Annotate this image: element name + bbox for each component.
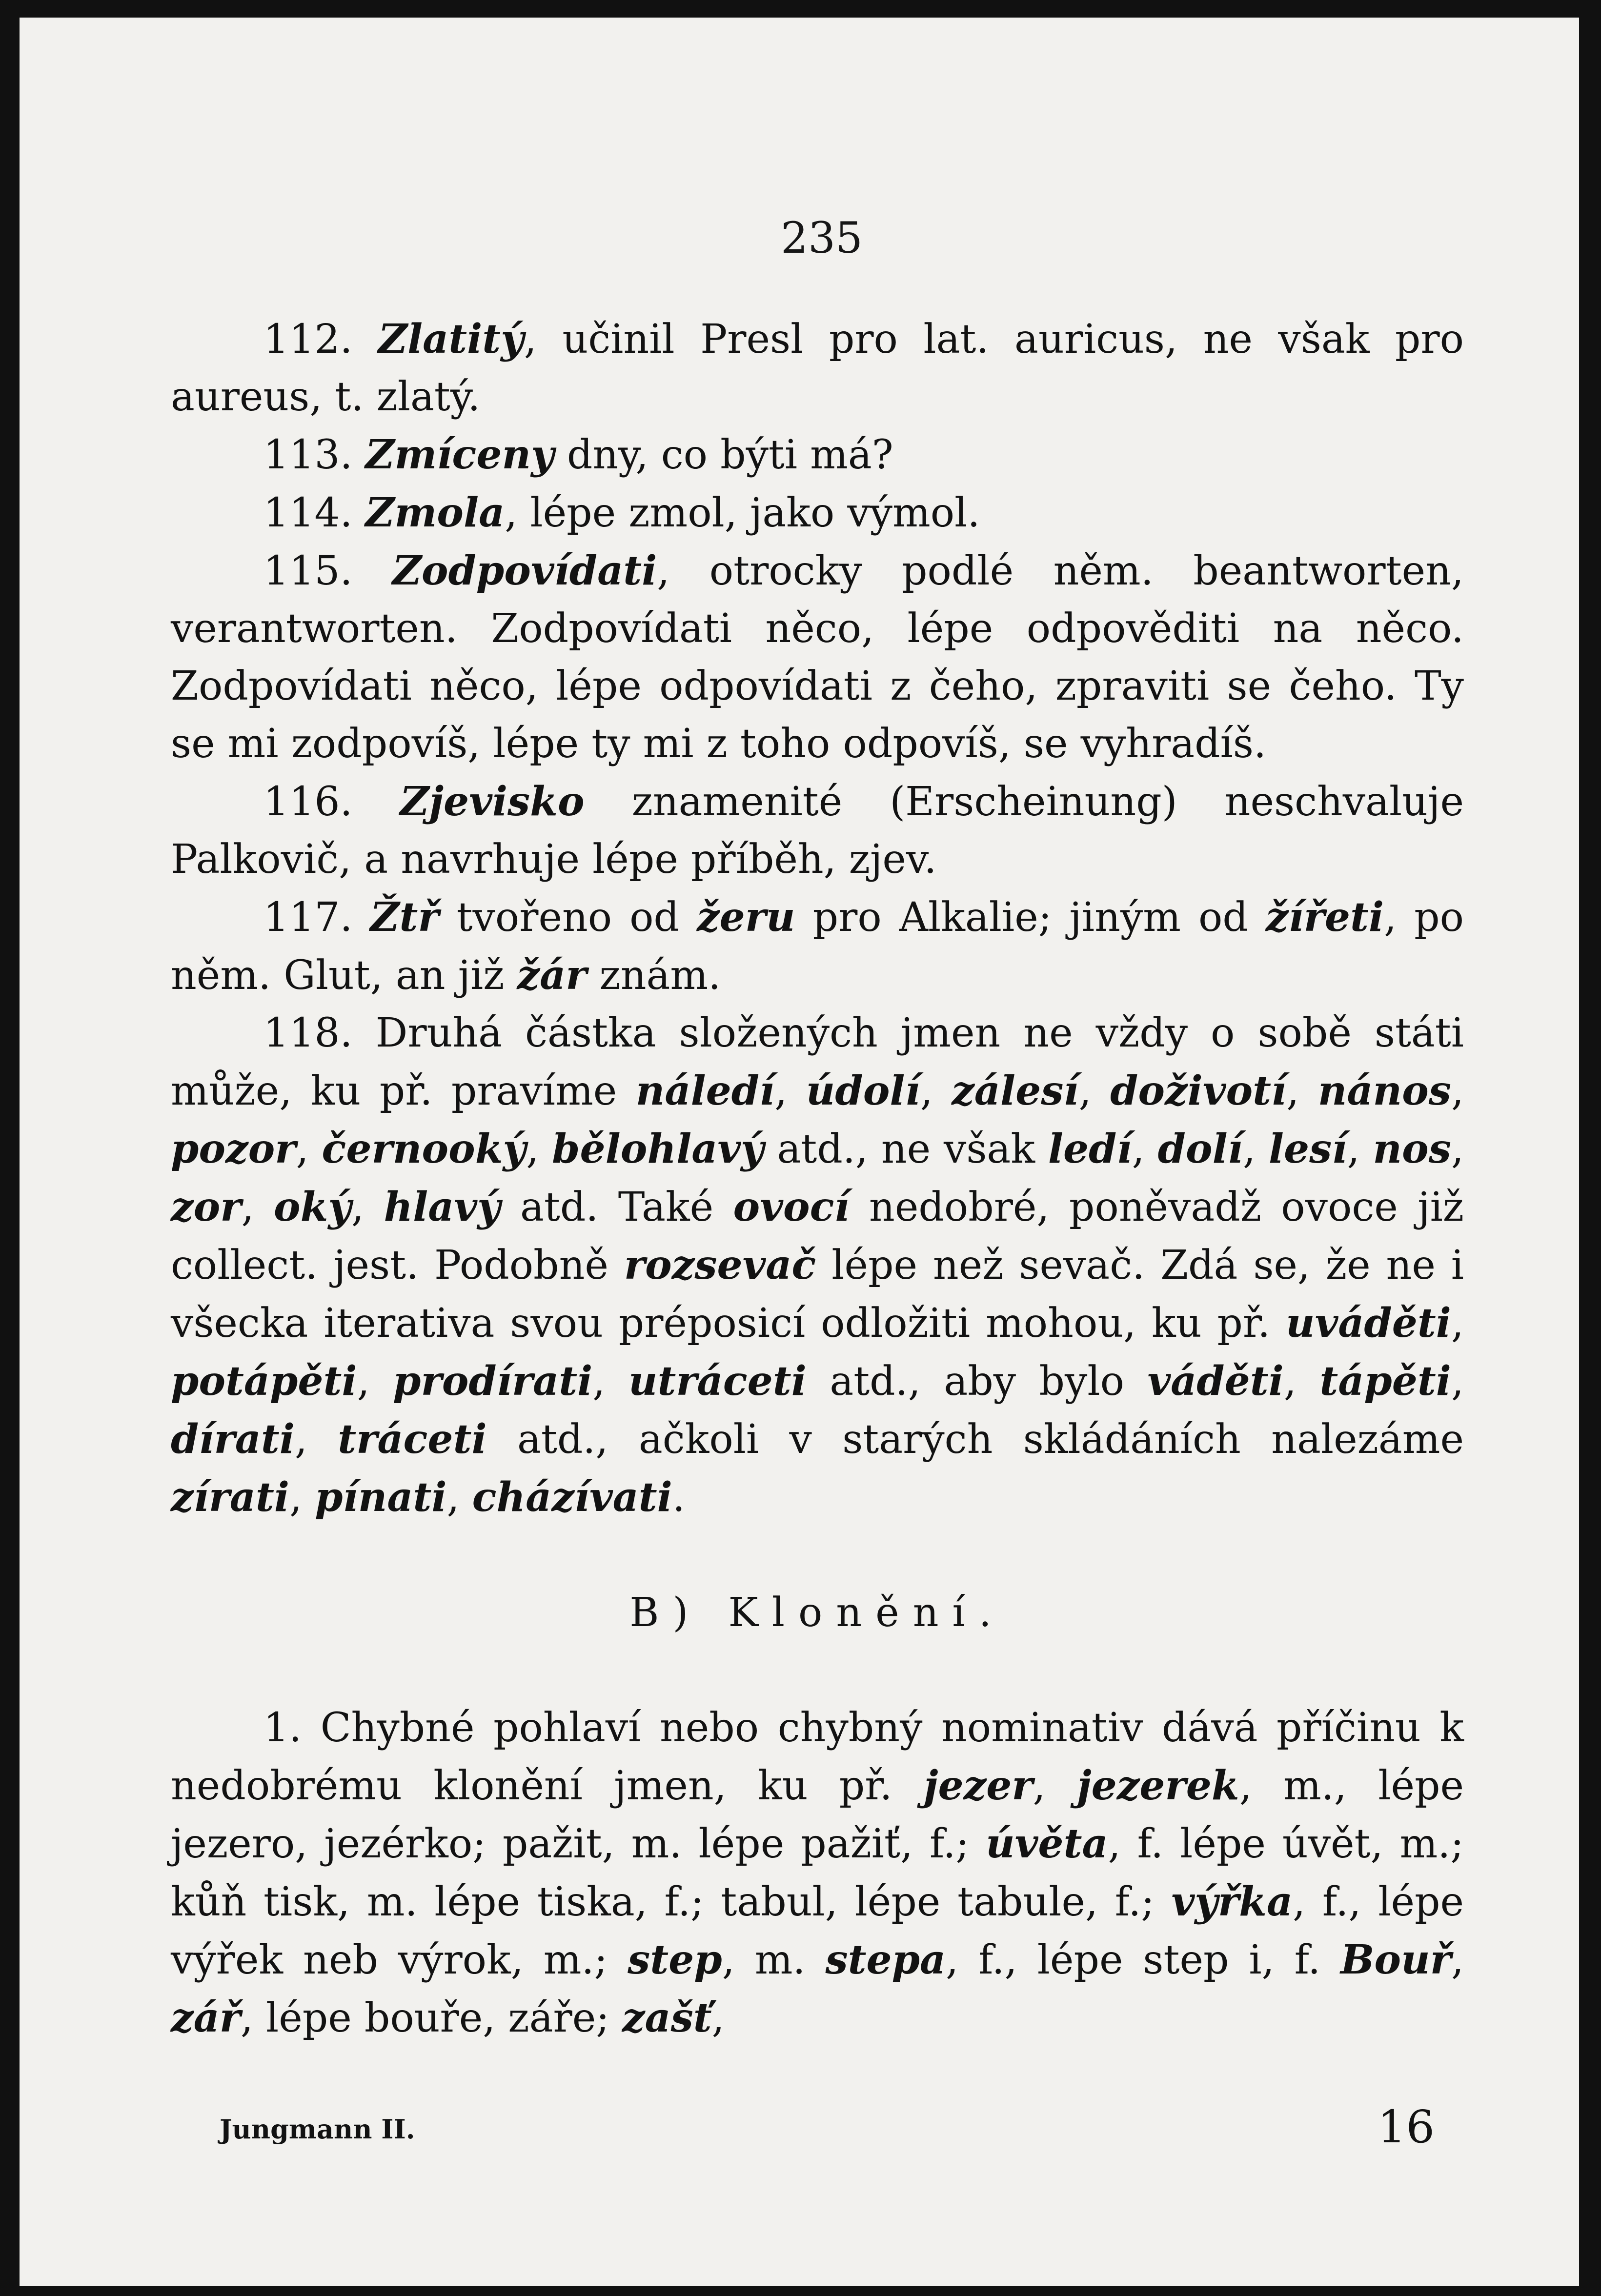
page-number: 235 xyxy=(781,213,863,263)
text-run: , xyxy=(1033,1763,1077,1809)
text-run: znám. xyxy=(587,952,721,999)
keyword-italic: Žtř xyxy=(370,894,439,941)
text-run: znamenité (Erscheinung) neschvaluje Palkovič, a navrhuje lépe příběh, zjev. xyxy=(171,779,1464,883)
keyword-italic: dírati xyxy=(171,1416,295,1463)
text-run: 118. Druhá částka složených jmen ne vždy o sobě státi může, ku př. pravíme xyxy=(171,1010,1464,1114)
keyword-italic: Zmíceny xyxy=(365,431,554,478)
text-run: , xyxy=(774,1068,806,1114)
keyword-italic: údolí xyxy=(806,1067,920,1114)
keyword-italic: step xyxy=(628,1936,722,1983)
text-run: , m. xyxy=(722,1937,826,1983)
text-run: , xyxy=(1451,1068,1464,1114)
keyword-italic: tápěti xyxy=(1319,1358,1451,1405)
paragraph xyxy=(171,888,1464,1005)
text-run: atd., ne však xyxy=(764,1126,1048,1172)
keyword-italic: výřka xyxy=(1171,1878,1293,1925)
text-run: , xyxy=(351,1184,384,1230)
keyword-italic: Zjevisko xyxy=(400,778,585,825)
keyword-italic: žeru xyxy=(697,894,795,941)
keyword-italic: úvěta xyxy=(986,1820,1108,1867)
text-run: , f., lépe výřek neb výrok, m.; xyxy=(171,1879,1464,1983)
text-run: , xyxy=(1451,1126,1464,1172)
text-run: , xyxy=(289,1474,315,1521)
text-run: 112. xyxy=(263,316,379,363)
entries-section-b xyxy=(171,1699,1464,2047)
text-run: 114. xyxy=(263,490,365,536)
text-run: , xyxy=(920,1068,952,1114)
keyword-italic: náledí xyxy=(635,1067,775,1114)
keyword-italic: ledí xyxy=(1048,1126,1132,1172)
text-run: , f. lépe úvět, m.; kůň tisk, m. lépe tiska, f.; tabul, lépe tabule, f.; xyxy=(171,1821,1464,1925)
keyword-italic: jezerek xyxy=(1076,1762,1239,1809)
text-run: , otrocky podlé něm. beantworten, verantworten. Zodpovídati něco, lépe odpověditi na něco. Zodpovídati něco, lépe odpovídati z čeho, zpraviti se čeho. Ty se mi zodpovíš, lépe ty mi z toho odpovíš, se vyhradíš. xyxy=(171,548,1464,767)
text-run: , xyxy=(1347,1126,1373,1172)
text-run: , xyxy=(357,1358,393,1405)
keyword-italic: zor xyxy=(171,1184,242,1230)
sheet-number: 16 xyxy=(1377,2101,1435,2153)
keyword-italic: váděti xyxy=(1147,1358,1284,1405)
text-run: , xyxy=(294,1416,338,1463)
paragraph xyxy=(171,1005,1464,1527)
paragraph xyxy=(171,310,1464,426)
keyword-italic: žířeti xyxy=(1265,894,1384,941)
text-run: , xyxy=(296,1126,322,1172)
text-run: , učinil Presl pro lat. auricus, ne však pro aureus, t. zlatý. xyxy=(171,316,1464,420)
text-run: 113. xyxy=(263,432,365,478)
main-text xyxy=(171,310,1464,2047)
text-run: , xyxy=(446,1474,472,1521)
text-run: 116. xyxy=(263,779,400,825)
keyword-italic: stepa xyxy=(825,1936,946,1983)
keyword-italic: Zodpovídati xyxy=(392,547,657,594)
paragraph xyxy=(171,1699,1464,2047)
paragraph xyxy=(171,426,1464,484)
text-run: , lépe bouře, záře; xyxy=(240,1995,622,2041)
keyword-italic: uváděti xyxy=(1285,1300,1451,1347)
keyword-italic: pínati xyxy=(315,1474,447,1521)
keyword-italic: oký xyxy=(273,1184,352,1230)
text-run: atd., ačkoli v starých skládáních nalezáme xyxy=(486,1416,1464,1463)
text-run: , m., lépe jezero, jezérko; pažit, m. lépe pažiť, f.; xyxy=(171,1763,1464,1867)
keyword-italic: černooký xyxy=(322,1126,527,1172)
footer-signature: Jungmann II. xyxy=(220,2114,415,2145)
keyword-italic: tráceti xyxy=(338,1416,487,1463)
text-run: . xyxy=(672,1474,685,1521)
text-run: , f., lépe step i, f. xyxy=(946,1937,1341,1983)
text-run: dny, co býti má? xyxy=(554,432,893,478)
paragraph xyxy=(171,542,1464,773)
book-page xyxy=(20,18,1579,2286)
page-footer xyxy=(220,2101,1464,2169)
keyword-italic: nános xyxy=(1317,1067,1451,1114)
keyword-italic: jezer xyxy=(923,1762,1033,1809)
keyword-italic: žár xyxy=(517,952,587,999)
keyword-italic: zašť xyxy=(622,1994,712,2041)
text-run: , xyxy=(1286,1068,1318,1114)
keyword-italic: doživotí xyxy=(1110,1067,1287,1114)
text-run: atd. Také xyxy=(500,1184,733,1230)
keyword-italic: ovocí xyxy=(733,1184,850,1230)
text-run: , lépe zmol, jako výmol. xyxy=(505,490,980,536)
keyword-italic: hlavý xyxy=(384,1184,501,1230)
text-run: tvořeno od xyxy=(439,894,697,941)
text-run: , xyxy=(1451,1937,1464,1983)
keyword-italic: utráceti xyxy=(628,1358,807,1405)
keyword-italic: zálesí xyxy=(952,1067,1079,1114)
keyword-italic: dolí xyxy=(1157,1126,1243,1172)
text-run: 115. xyxy=(263,548,393,594)
section-heading: B) Klonění. xyxy=(629,1590,1005,1636)
text-run: 1. Chybné pohlaví nebo chybný nominativ dává příčinu k nedobrému klonění jmen, ku př. xyxy=(171,1705,1464,1809)
text-run: atd., aby bylo xyxy=(806,1358,1148,1405)
keyword-italic: pozor xyxy=(171,1126,296,1172)
keyword-italic: lesí xyxy=(1268,1126,1347,1172)
keyword-italic: cházívati xyxy=(472,1474,672,1521)
keyword-italic: Zmola xyxy=(365,489,505,536)
text-run: , xyxy=(1283,1358,1320,1405)
text-run: , xyxy=(1078,1068,1111,1114)
keyword-italic: prodírati xyxy=(393,1358,593,1405)
text-run: , xyxy=(526,1126,552,1172)
text-run: pro Alkalie; jiným od xyxy=(795,894,1266,941)
paragraph xyxy=(171,484,1464,542)
keyword-italic: potápěti xyxy=(171,1358,357,1405)
text-run: 117. xyxy=(263,894,370,941)
keyword-italic: zář xyxy=(171,1994,241,2041)
text-run: , xyxy=(1451,1358,1464,1405)
entries-section-a xyxy=(171,310,1464,1527)
text-run: , xyxy=(241,1184,274,1230)
text-run: nedobré, poněvadž ovoce již collect. jest. Podobně xyxy=(171,1184,1464,1289)
text-run: , xyxy=(592,1358,628,1405)
keyword-italic: rozsevač xyxy=(624,1242,816,1289)
keyword-italic: nos xyxy=(1373,1126,1451,1172)
text-run: , xyxy=(1242,1126,1269,1172)
text-run: lépe než sevač. Zdá se, že ne i všecka iterativa svou préposicí odložiti mohou, ku př. xyxy=(171,1242,1464,1347)
paragraph xyxy=(171,773,1464,888)
keyword-italic: zírati xyxy=(171,1474,290,1521)
text-run: , xyxy=(711,1995,725,2041)
keyword-italic: Bouř xyxy=(1340,1936,1451,1983)
text-run: , xyxy=(1451,1300,1464,1347)
text-run: , xyxy=(1132,1126,1158,1172)
text-run: , po něm. Glut, an již xyxy=(171,894,1464,999)
keyword-italic: bělohlavý xyxy=(552,1126,764,1172)
keyword-italic: Zlatitý xyxy=(378,316,524,363)
